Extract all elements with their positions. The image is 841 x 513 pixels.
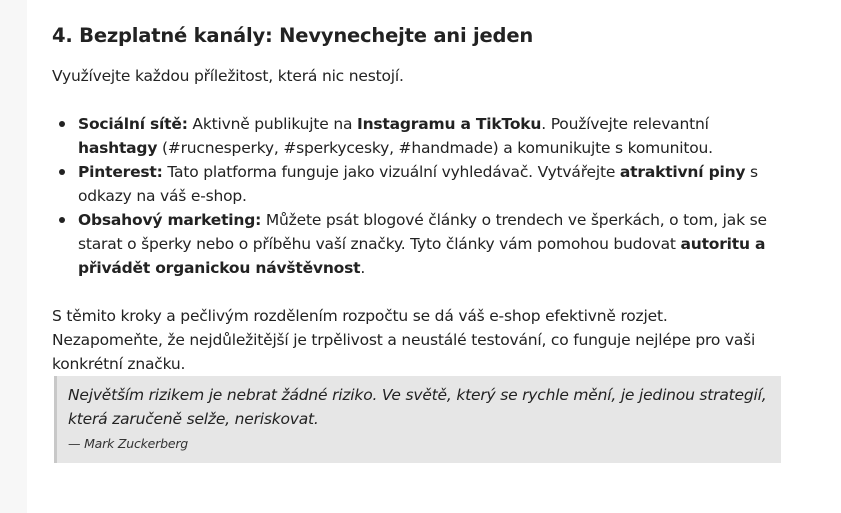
list-item-social [78,112,788,160]
item-label: Pinterest: [78,163,163,181]
item-emphasis: autoritu a přivádět organickou návštěvnost [78,235,766,277]
section-intro: Využívejte každou příležitost, která nic nestojí. [52,67,404,85]
item-text: Můžete psát blogové články o trendech ve šperkách, o tom, jak se starat o šperky nebo o příběhu vaší značky. Tyto články vám pomohou budovat [78,211,767,253]
list-item-pinterest [78,160,788,208]
item-emphasis: hashtagy [78,139,158,157]
article-page [27,0,841,513]
item-emphasis: atraktivní piny [619,163,746,181]
item-label: Sociální sítě: [78,115,188,133]
item-text: Aktivně publikujte na [187,115,357,133]
item-text: . [360,259,366,277]
item-text: (#rucnesperky, #sperkycesky, #handmade) a komunikujte s komunitou. [157,139,713,157]
item-text: Tato platforma funguje jako vizuální vyhledávač. Vytvářejte [162,163,620,181]
channel-list [52,112,788,280]
quote-author: — Mark Zuckerberg [68,436,188,451]
item-label: Obsahový marketing: [78,211,262,229]
quote-text: Největším rizikem je nebrat žádné riziko. Ve světě, který se rychle mění, je jedinou strategií, která zaručeně selže, neriskovat. [68,386,767,428]
item-text: . Používejte relevantní [541,115,709,133]
section-heading: 4. Bezplatné kanály: Nevynechejte ani jeden [52,24,534,47]
list-item-content-marketing [78,208,788,280]
quote-block [54,376,781,463]
item-text: s odkazy na váš e-shop. [78,163,758,205]
item-emphasis: Instagramu a TikToku [357,115,542,133]
section-outro: S těmito kroky a pečlivým rozdělením rozpočtu se dá váš e-shop efektivně rozjet. Nezapomeňte, že nejdůležitější je trpělivost a neustálé testování, co funguje nejlépe pro vaši konkrétní značku. [52,307,756,373]
